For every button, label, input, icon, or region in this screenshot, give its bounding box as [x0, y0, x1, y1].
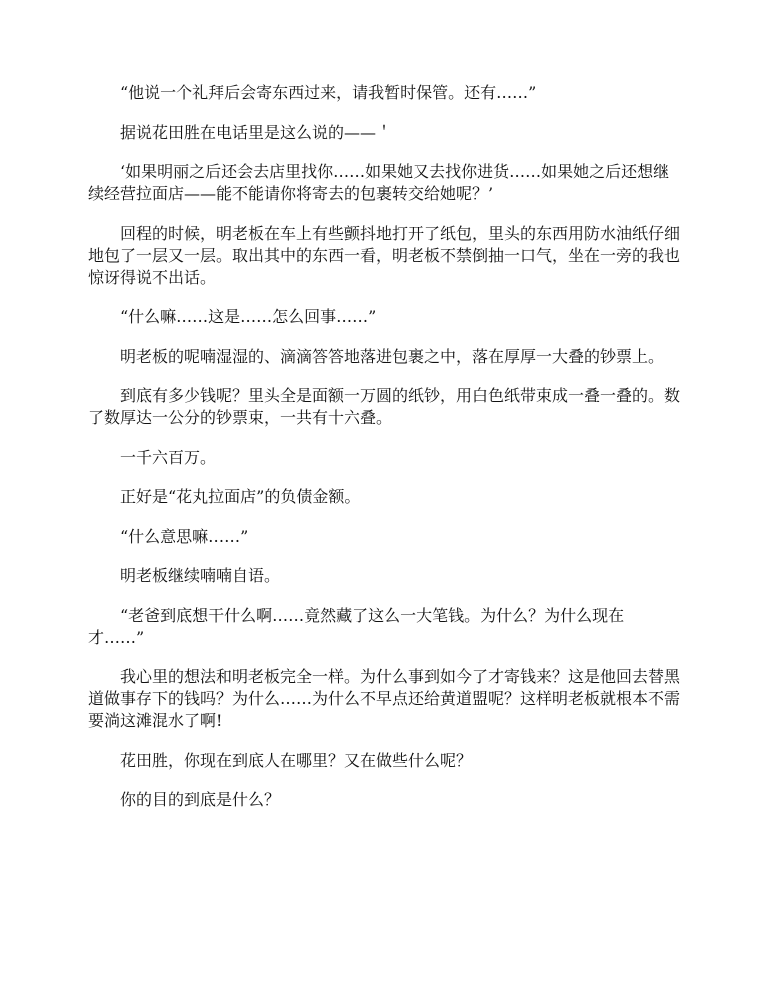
paragraph: 到底有多少钱呢？里头全是面额一万圆的纸钞，用白色纸带束成一叠一叠的。数了数厚达一公分的钞票束，一共有十六叠。 [88, 386, 681, 427]
body-text [88, 82, 680, 829]
paragraph: 一千六百万。 [120, 447, 217, 467]
paragraph: ‘如果明丽之后还会去店里找你……如果她又去找你进货……如果她之后还想继续经营拉面店——能不能请你将寄去的包裹转交给她呢？’ [88, 162, 670, 203]
paragraph: “什么嘛……这是……怎么回事……” [120, 307, 377, 326]
paragraph: 我心里的想法和明老板完全一样。为什么事到如今了才寄钱来？这是他回去替黑道做事存下的钱吗？为什么……为什么不早点还给黄道盟呢？这样明老板就根本不需要淌这滩混水了啊! [88, 667, 681, 730]
paragraph: “他说一个礼拜后会寄东西过来，请我暂时保管。还有……” [120, 83, 537, 102]
paragraph: 回程的时候，明老板在车上有些颤抖地打开了纸包，里头的东西用防水油纸仔细地包了一层又一层。取出其中的东西一看，明老板不禁倒抽一口气，坐在一旁的我也惊讶得说不出话。 [88, 223, 681, 287]
paragraph: 明老板的呢喃湿湿的、滴滴答答地落进包裹之中，落在厚厚一大叠的钞票上。 [120, 346, 665, 366]
paragraph: “老爸到底想干什么啊……竟然藏了这么一大笔钱。为什么？为什么现在才……” [88, 605, 625, 647]
paragraph: 明老板继续喃喃自语。 [120, 566, 281, 585]
paragraph: 你的目的到底是什么？ [120, 790, 281, 809]
paragraph: 花田胜，你现在到底人在哪里？又在做些什么呢？ [120, 750, 473, 770]
paragraph: 据说花田胜在电话里是这么说的——＇ [120, 122, 393, 142]
paragraph: 正好是“花丸拉面店”的负债金额。 [120, 487, 361, 506]
paragraph: “什么意思嘛……” [120, 526, 249, 546]
